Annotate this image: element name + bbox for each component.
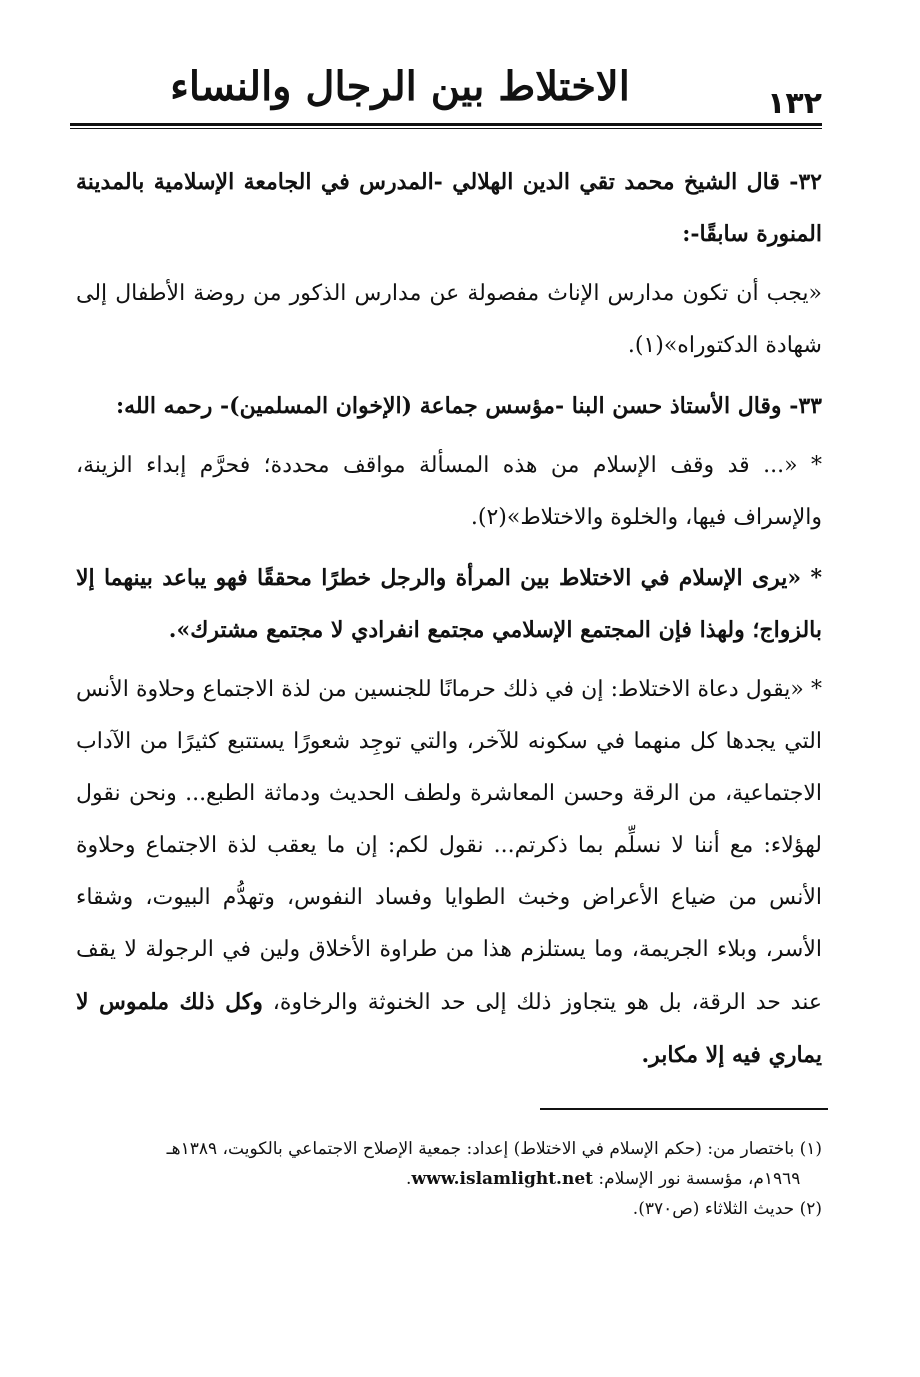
footnote-1-line-1: (١) باختصار من: (حكم الإسلام في الاختلاط) إعداد: جمعية الإصلاح الاجتماعي بالكويت، ١٣٨٩هـ — [166, 1139, 822, 1159]
footnote-1-source: ١٩٦٩م، مؤسسة نور الإسلام: — [598, 1169, 801, 1189]
footnote-1-url: www.islamlight.net — [411, 1169, 594, 1189]
quote-banna-3-text: * «يقول دعاة الاختلاط: إن في ذلك حرمانًا للجنسين من لذة الاجتماع وحلاوة الأنس التي يجدها كل منهما في سكونه للآخر، والتي توجِد شعورًا يستتبع كثيرًا من الآداب الاجتماعية، من الرقة وحسن المعاشرة ولطف الحديث ودماثة الطبع... ونحن نقول لهؤلاء: مع أننا لا نسلِّم بما ذكرتم... نقول لكم: إن ما يعقب لذة الاجتماع وحلاوة الأنس من ضياع الأعراض وخبث الطوايا وفساد النفوس، وتهدُّم البيوت، وشقاء الأسر، وبلاء الجريمة، وما يستلزم هذا من طراوة الأخلاق ولين في الرجولة لا يقف عند حد الرقة، بل هو يتجاوز ذلك إلى حد الخنوثة والرخاوة، — [76, 677, 823, 1015]
item-32-heading: ٣٢- قال الشيخ محمد تقي الدين الهلالي -المدرس في الجامعة الإسلامية بالمدينة المنورة سابقًا-: — [76, 169, 822, 247]
quote-banna-3-ending: وكل ذلك ملموس لا يماري فيه إلا مكابر. — [76, 989, 822, 1068]
quote-banna-1: * «... قد وقف الإسلام من هذه المسألة مواقف محددة؛ فحرَّم إبداء الزينة، والإسراف فيها، والخلوة والاختلاط»(٢). — [76, 453, 822, 530]
footnote-separator — [540, 1108, 828, 1110]
item-33-heading: ٣٣- وقال الأستاذ حسن البنا -مؤسس جماعة (الإخوان المسلمين)- رحمه الله: — [115, 393, 822, 419]
header-rule — [70, 123, 822, 129]
footnote-2: (٢) حديث الثلاثاء (ص٣٧٠). — [632, 1199, 822, 1219]
main-text — [76, 156, 822, 1082]
running-title: الاختلاط بين الرجال والنساء — [170, 63, 630, 110]
quote-hilali: «يجب أن تكون مدارس الإناث مفصولة عن مدارس الذكور من روضة الأطفال إلى شهادة الدكتوراه»(١). — [76, 281, 822, 358]
footnote-1-line-2: ١٩٦٩م، مؤسسة نور الإسلام: www.islamlight.net. — [406, 1169, 801, 1189]
page-number: ١٣٢ — [767, 86, 822, 121]
page-header — [70, 60, 822, 130]
quote-banna-3 — [76, 664, 822, 1082]
quote-banna-2: * «يرى الإسلام في الاختلاط بين المرأة والرجل خطرًا محققًا فهو يباعد بينهما إلا بالزواج؛ ولهذا فإن المجتمع الإسلامي مجتمع انفرادي لا مجتمع مشترك». — [76, 565, 822, 643]
footnotes — [76, 1134, 822, 1224]
